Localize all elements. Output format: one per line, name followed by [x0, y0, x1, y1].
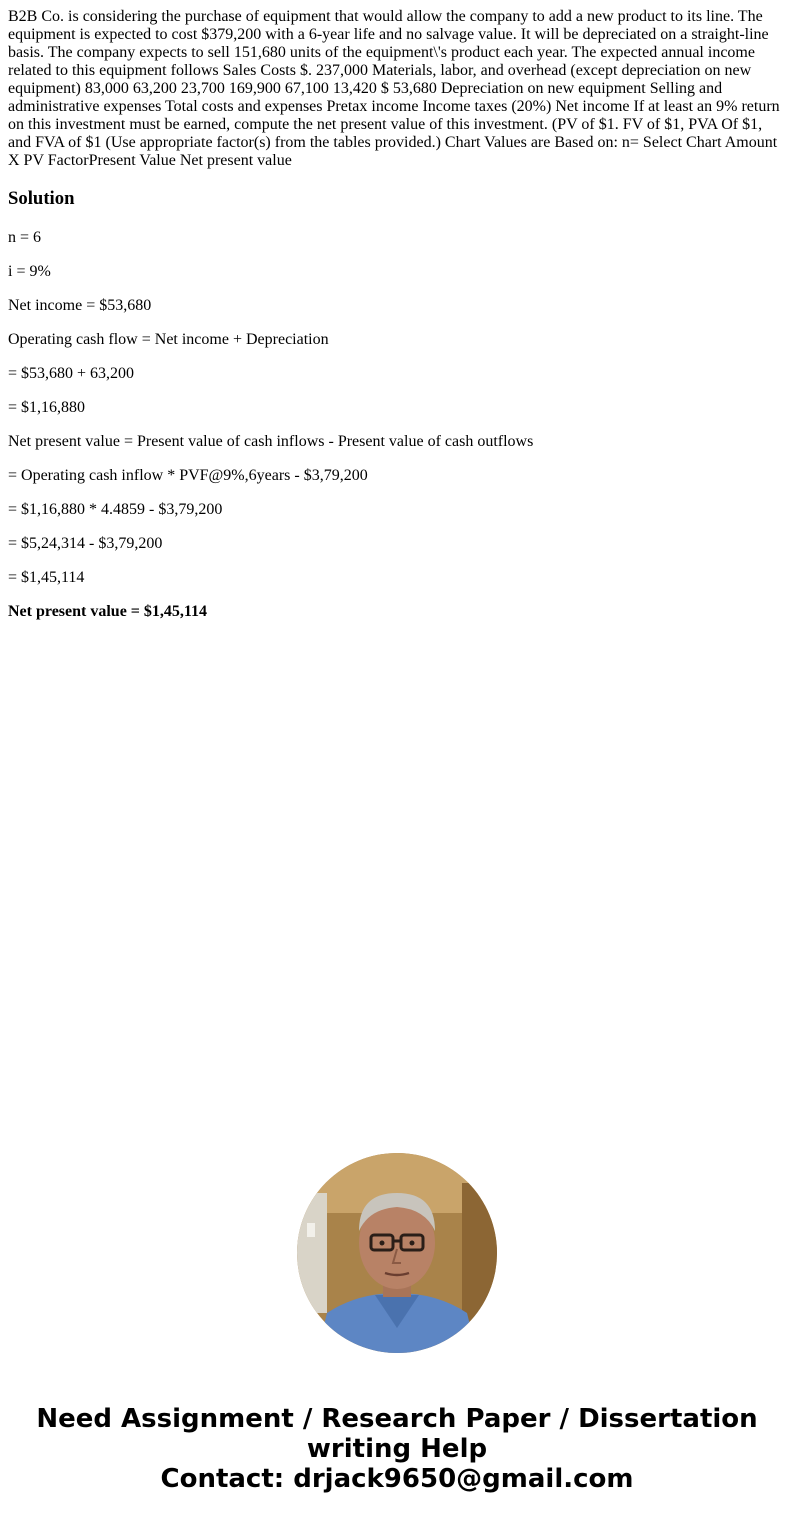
solution-step: = $53,680 + 63,200 [8, 365, 135, 382]
solution-steps [8, 229, 533, 637]
promo-line: Need Assignment / Research Paper / Dissertation [36, 1404, 758, 1434]
author-portrait-image [297, 1153, 497, 1353]
solution-step: = $5,24,314 - $3,79,200 [8, 535, 163, 552]
question-text: B2B Co. is considering the purchase of equipment that would allow the company to add a new product to its line. The equipment is expected to cost $379,200 with a 6-year life and no salvage value. It will be depreciated on a straight-line basis. The company expects to sell 151,680 units of the equipment\'s product each year. The expected annual income related to this equipment follows Sales Costs $. 237,000 Materials, labor, and overhead (except depreciation on new equipment) 83,000 63,200 23,700 169,900 67,100 13,420 $ 53,680 Depreciation on new equipment Selling and administrative expenses Total costs and expenses Pretax income Income taxes (20%) Net income If at least an 9% return on this investment must be earned, compute the net present value of this investment. (PV of $1. FV of $1, PVA Of $1, and FVA of $1 (Use appropriate factor(s) from the tables provided.) Chart Values are Based on: n= Select Chart Amount X PV FactorPresent Value Net present value [8, 8, 780, 169]
solution-step: = Operating cash inflow * PVF@9%,6years - $3,79,200 [8, 467, 368, 484]
solution-heading: Solution [8, 188, 75, 209]
solution-step: Net present value = Present value of cash inflows - Present value of cash outflows [8, 433, 534, 450]
promo-banner [0, 1404, 794, 1494]
final-answer: Net present value = $1,45,114 [8, 603, 208, 620]
solution-step: Operating cash flow = Net income + Depreciation [8, 331, 329, 348]
solution-step: Net income = $53,680 [8, 297, 152, 314]
solution-step: = $1,16,880 * 4.4859 - $3,79,200 [8, 501, 223, 518]
solution-step: = $1,16,880 [8, 399, 86, 416]
promo-line: writing Help [306, 1434, 488, 1464]
solution-step: i = 9% [8, 263, 51, 280]
contact-email: Contact: drjack9650@gmail.com [160, 1464, 634, 1494]
solution-step: n = 6 [8, 229, 42, 246]
author-avatar [297, 1153, 497, 1353]
solution-step: = $1,45,114 [8, 569, 85, 586]
